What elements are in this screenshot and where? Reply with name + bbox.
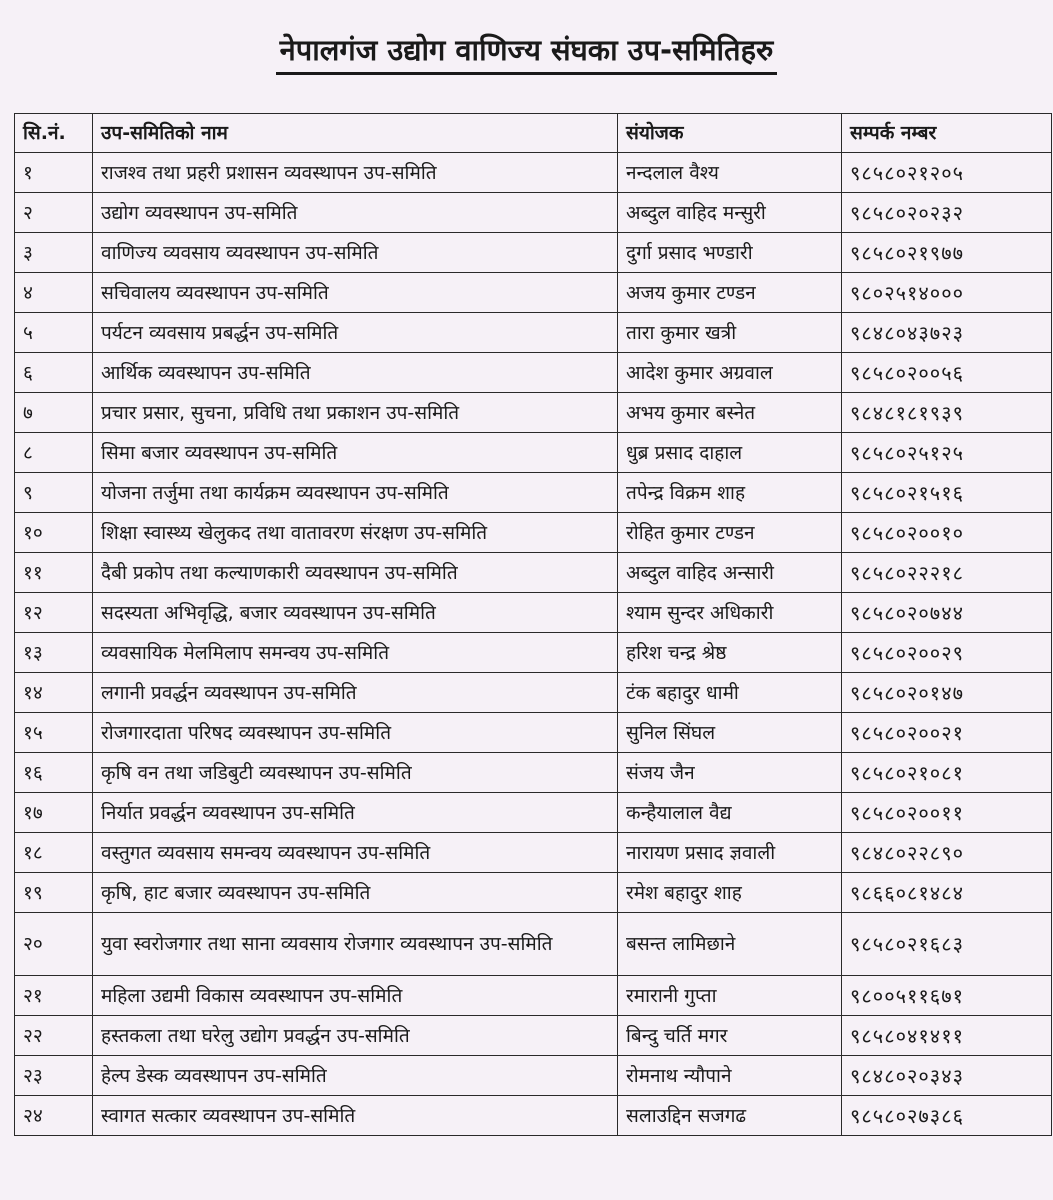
convener-cell: बसन्त लामिछाने <box>618 913 842 976</box>
table-row <box>15 1016 1052 1056</box>
serial-number-cell: ७ <box>15 393 93 433</box>
table-row <box>15 153 1052 193</box>
convener-cell: बिन्दु चर्ति मगर <box>618 1016 842 1056</box>
table-row <box>15 593 1052 633</box>
convener-cell: रमारानी गुप्ता <box>618 976 842 1016</box>
table-row <box>15 553 1052 593</box>
serial-number-cell: ९ <box>15 473 93 513</box>
table-row <box>15 193 1052 233</box>
table-row <box>15 1056 1052 1096</box>
contact-number-cell: ९८५८०२१६८३ <box>842 913 1052 976</box>
convener-cell: हरिश चन्द्र श्रेष्ठ <box>618 633 842 673</box>
subcommittee-name-cell: प्रचार प्रसार, सुचना, प्रविधि तथा प्रकाशन उप-समिति <box>93 393 618 433</box>
table-row <box>15 976 1052 1016</box>
header-convener: संयोजक <box>618 114 842 153</box>
table-row <box>15 833 1052 873</box>
table-row <box>15 673 1052 713</box>
serial-number-cell: ४ <box>15 273 93 313</box>
contact-number-cell: ९८४८१८१९३९ <box>842 393 1052 433</box>
convener-cell: श्याम सुन्दर अधिकारी <box>618 593 842 633</box>
table-row <box>15 233 1052 273</box>
subcommittee-name-cell: हेल्प डेस्क व्यवस्थापन उप-समिति <box>93 1056 618 1096</box>
table-row <box>15 1096 1052 1136</box>
table-row <box>15 393 1052 433</box>
table-row <box>15 633 1052 673</box>
contact-number-cell: ९८४८०२०३४३ <box>842 1056 1052 1096</box>
contact-number-cell: ९८५८०२७३८६ <box>842 1096 1052 1136</box>
contact-number-cell: ९८५८०२१५१६ <box>842 473 1052 513</box>
contact-number-cell: ९८५८०२०२३२ <box>842 193 1052 233</box>
serial-number-cell: १२ <box>15 593 93 633</box>
serial-number-cell: २३ <box>15 1056 93 1096</box>
subcommittee-name-cell: सचिवालय व्यवस्थापन उप-समिति <box>93 273 618 313</box>
serial-number-cell: १८ <box>15 833 93 873</box>
convener-cell: रमेश बहादुर शाह <box>618 873 842 913</box>
subcommittee-name-cell: महिला उद्यमी विकास व्यवस्थापन उप-समिति <box>93 976 618 1016</box>
contact-number-cell: ९८५८०२१२०५ <box>842 153 1052 193</box>
convener-cell: सलाउद्दिन सजगढ <box>618 1096 842 1136</box>
subcommittee-name-cell: दैबी प्रकोप तथा कल्याणकारी व्यवस्थापन उप-समिति <box>93 553 618 593</box>
serial-number-cell: ५ <box>15 313 93 353</box>
convener-cell: संजय जैन <box>618 753 842 793</box>
subcommittee-name-cell: शिक्षा स्वास्थ्य खेलुकद तथा वातावरण संरक्षण उप-समिति <box>93 513 618 553</box>
table-header-row <box>15 114 1052 153</box>
subcommittee-name-cell: लगानी प्रवर्द्धन व्यवस्थापन उप-समिति <box>93 673 618 713</box>
convener-cell: सुनिल सिंघल <box>618 713 842 753</box>
contact-number-cell: ९८५८०२५१२५ <box>842 433 1052 473</box>
table-row <box>15 353 1052 393</box>
serial-number-cell: २० <box>15 913 93 976</box>
subcommittee-name-cell: सिमा बजार व्यवस्थापन उप-समिति <box>93 433 618 473</box>
contact-number-cell: ९८०२५१४००० <box>842 273 1052 313</box>
convener-cell: नन्दलाल वैश्य <box>618 153 842 193</box>
contact-number-cell: ९८५८०४१४११ <box>842 1016 1052 1056</box>
contact-number-cell: ९८५८०२००२९ <box>842 633 1052 673</box>
serial-number-cell: १७ <box>15 793 93 833</box>
table-row <box>15 273 1052 313</box>
serial-number-cell: १५ <box>15 713 93 753</box>
convener-cell: आदेश कुमार अग्रवाल <box>618 353 842 393</box>
subcommittee-name-cell: व्यवसायिक मेलमिलाप समन्वय उप-समिति <box>93 633 618 673</box>
convener-cell: अब्दुल वाहिद अन्सारी <box>618 553 842 593</box>
convener-cell: अभय कुमार बस्नेत <box>618 393 842 433</box>
subcommittee-name-cell: रोजगारदाता परिषद व्यवस्थापन उप-समिति <box>93 713 618 753</box>
serial-number-cell: २१ <box>15 976 93 1016</box>
convener-cell: टंक बहादुर धामी <box>618 673 842 713</box>
convener-cell: रोहित कुमार टण्डन <box>618 513 842 553</box>
subcommittee-name-cell: निर्यात प्रवर्द्धन व्यवस्थापन उप-समिति <box>93 793 618 833</box>
subcommittee-name-cell: हस्तकला तथा घरेलु उद्योग प्रवर्द्धन उप-समिति <box>93 1016 618 1056</box>
serial-number-cell: ८ <box>15 433 93 473</box>
subcommittee-table <box>14 113 1052 1136</box>
header-subcommittee-name: उप-समितिको नाम <box>93 114 618 153</box>
convener-cell: तपेन्द्र विक्रम शाह <box>618 473 842 513</box>
serial-number-cell: १४ <box>15 673 93 713</box>
serial-number-cell: २ <box>15 193 93 233</box>
contact-number-cell: ९८५८०२०७४४ <box>842 593 1052 633</box>
convener-cell: रोमनाथ न्यौपाने <box>618 1056 842 1096</box>
convener-cell: अब्दुल वाहिद मन्सुरी <box>618 193 842 233</box>
subcommittee-name-cell: राजश्व तथा प्रहरी प्रशासन व्यवस्थापन उप-समिति <box>93 153 618 193</box>
serial-number-cell: ११ <box>15 553 93 593</box>
page-title-text: नेपालगंज उद्योग वाणिज्य संघका उप-समितिहरु <box>276 30 778 75</box>
subcommittee-name-cell: कृषि वन तथा जडिबुटी व्यवस्थापन उप-समिति <box>93 753 618 793</box>
header-contact-number: सम्पर्क नम्बर <box>842 114 1052 153</box>
serial-number-cell: २२ <box>15 1016 93 1056</box>
contact-number-cell: ९८००५११६७१ <box>842 976 1052 1016</box>
serial-number-cell: १३ <box>15 633 93 673</box>
contact-number-cell: ९८५८०२१०८१ <box>842 753 1052 793</box>
subcommittee-name-cell: कृषि, हाट बजार व्यवस्थापन उप-समिति <box>93 873 618 913</box>
table-row <box>15 313 1052 353</box>
table-row <box>15 713 1052 753</box>
table-row <box>15 873 1052 913</box>
contact-number-cell: ९८५८०२१९७७ <box>842 233 1052 273</box>
table-row <box>15 753 1052 793</box>
convener-cell: तारा कुमार खत्री <box>618 313 842 353</box>
contact-number-cell: ९८५८०२००५६ <box>842 353 1052 393</box>
serial-number-cell: २४ <box>15 1096 93 1136</box>
subcommittee-name-cell: पर्यटन व्यवसाय प्रबर्द्धन उप-समिति <box>93 313 618 353</box>
convener-cell: नारायण प्रसाद ज्ञवाली <box>618 833 842 873</box>
convener-cell: दुर्गा प्रसाद भण्डारी <box>618 233 842 273</box>
serial-number-cell: १९ <box>15 873 93 913</box>
table-row <box>15 513 1052 553</box>
contact-number-cell: ९८५८०२०१४७ <box>842 673 1052 713</box>
table-row <box>15 473 1052 513</box>
convener-cell: धुब्र प्रसाद दाहाल <box>618 433 842 473</box>
serial-number-cell: ३ <box>15 233 93 273</box>
subcommittee-name-cell: स्वागत सत्कार व्यवस्थापन उप-समिति <box>93 1096 618 1136</box>
subcommittee-name-cell: उद्योग व्यवस्थापन उप-समिति <box>93 193 618 233</box>
serial-number-cell: १ <box>15 153 93 193</box>
contact-number-cell: ९८५८०२००२१ <box>842 713 1052 753</box>
subcommittee-name-cell: आर्थिक व्यवस्थापन उप-समिति <box>93 353 618 393</box>
contact-number-cell: ९८६६०८१४८४ <box>842 873 1052 913</box>
table-row <box>15 793 1052 833</box>
table-row <box>15 913 1052 976</box>
contact-number-cell: ९८५८०२००१० <box>842 513 1052 553</box>
table-row <box>15 433 1052 473</box>
contact-number-cell: ९८४८०२२८९० <box>842 833 1052 873</box>
subcommittee-name-cell: युवा स्वरोजगार तथा साना व्यवसाय रोजगार व्यवस्थापन उप-समिति <box>93 913 618 976</box>
contact-number-cell: ९८४८०४३७२३ <box>842 313 1052 353</box>
serial-number-cell: १० <box>15 513 93 553</box>
table-body <box>15 153 1052 1136</box>
serial-number-cell: ६ <box>15 353 93 393</box>
contact-number-cell: ९८५८०२२२१८ <box>842 553 1052 593</box>
serial-number-cell: १६ <box>15 753 93 793</box>
subcommittee-name-cell: योजना तर्जुमा तथा कार्यक्रम व्यवस्थापन उप-समिति <box>93 473 618 513</box>
subcommittee-name-cell: सदस्यता अभिवृद्धि, बजार व्यवस्थापन उप-समिति <box>93 593 618 633</box>
convener-cell: कन्हैयालाल वैद्य <box>618 793 842 833</box>
convener-cell: अजय कुमार टण्डन <box>618 273 842 313</box>
page-title <box>0 30 1053 75</box>
contact-number-cell: ९८५८०२००११ <box>842 793 1052 833</box>
subcommittee-name-cell: वाणिज्य व्यवसाय व्यवस्थापन उप-समिति <box>93 233 618 273</box>
header-serial-number: सि.नं. <box>15 114 93 153</box>
subcommittee-name-cell: वस्तुगत व्यवसाय समन्वय व्यवस्थापन उप-समिति <box>93 833 618 873</box>
